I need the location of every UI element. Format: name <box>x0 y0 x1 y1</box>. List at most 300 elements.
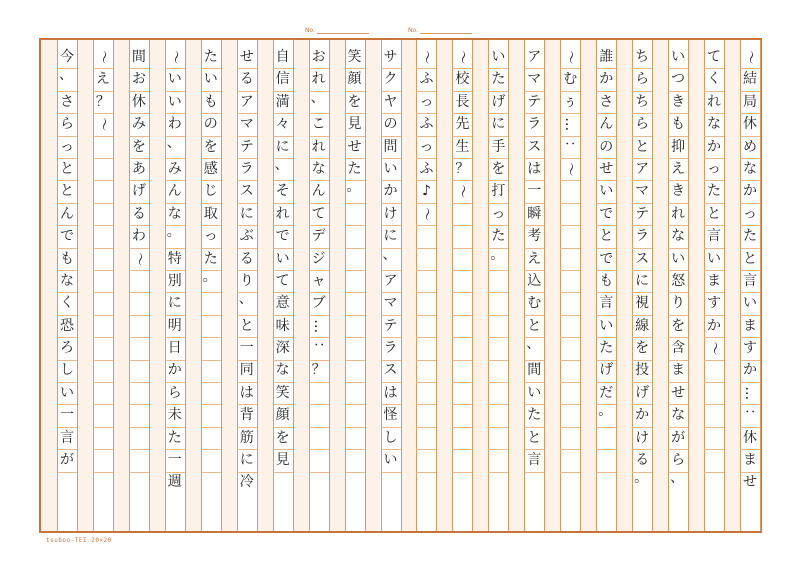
grid-cell-divider <box>416 248 436 249</box>
manuscript-char: ？ <box>311 362 326 379</box>
manuscript-column <box>560 46 580 180</box>
manuscript-char: 冷 <box>239 474 254 491</box>
manuscript-char: と <box>59 160 74 177</box>
column-gutter <box>41 40 57 531</box>
manuscript-char: ん <box>599 116 614 133</box>
grid-vertical-line <box>724 40 725 531</box>
grid-cell-divider <box>488 404 508 405</box>
manuscript-char: 別 <box>167 272 182 289</box>
column-gutter <box>365 40 381 531</box>
manuscript-char: 、 <box>382 246 397 263</box>
grid-cell-divider <box>93 472 113 473</box>
manuscript-char: 深 <box>275 340 290 357</box>
manuscript-column <box>273 46 293 471</box>
grid-cell-divider <box>416 225 436 226</box>
manuscript-char: り <box>239 272 254 289</box>
grid-vertical-line <box>149 40 150 531</box>
manuscript-char: 、 <box>58 67 73 84</box>
grid-vertical-line <box>436 40 437 531</box>
manuscript-char: せ <box>347 138 362 155</box>
manuscript-char: 言 <box>599 295 614 312</box>
manuscript-char: い <box>383 160 398 177</box>
manuscript-char: っ <box>491 205 506 222</box>
number-field-1 <box>305 27 369 34</box>
manuscript-char: を <box>635 340 650 357</box>
grid-cell-divider <box>452 360 472 361</box>
manuscript-char: る <box>131 205 146 222</box>
manuscript-char: ら <box>671 452 686 469</box>
manuscript-char: 一 <box>527 183 542 200</box>
manuscript-char: っ <box>707 160 722 177</box>
manuscript-char: 線 <box>635 317 650 334</box>
grid-vertical-line <box>401 40 402 531</box>
manuscript-char: ス <box>239 183 254 200</box>
manuscript-char: が <box>671 429 686 446</box>
column-gutter <box>508 40 524 531</box>
manuscript-column <box>237 46 257 494</box>
manuscript-char: 〜 <box>418 206 435 221</box>
manuscript-char: い <box>275 250 290 267</box>
manuscript-char: す <box>707 295 722 312</box>
manuscript-char: ： <box>310 341 327 356</box>
grid-vertical-line <box>77 40 78 531</box>
manuscript-char: の <box>203 116 218 133</box>
grid-cell-divider <box>93 337 113 338</box>
manuscript-char: く <box>707 71 722 88</box>
grid-cell-divider <box>704 382 724 383</box>
number-label: No. <box>305 27 315 34</box>
grid-cell-divider <box>201 337 221 338</box>
column-gutter <box>652 40 668 531</box>
manuscript-char: ブ <box>311 295 326 312</box>
grid-vertical-line <box>688 40 689 531</box>
grid-cell-divider <box>129 360 149 361</box>
manuscript-char: た <box>203 250 218 267</box>
grid-cell-divider <box>129 382 149 383</box>
grid-vertical-line <box>544 40 545 531</box>
grid-cell-divider <box>452 270 472 271</box>
manuscript-char: と <box>239 317 254 334</box>
manuscript-char: を <box>347 93 362 110</box>
grid-cell-divider <box>129 427 149 428</box>
grid-cell-divider <box>201 382 221 383</box>
manuscript-char: い <box>491 49 506 65</box>
grid-cell-divider <box>560 404 580 405</box>
grid-cell-divider <box>488 315 508 316</box>
manuscript-char: 〜 <box>418 50 435 65</box>
manuscript-char: 。 <box>346 179 361 196</box>
manuscript-char: で <box>599 205 614 222</box>
grid-cell-divider <box>452 337 472 338</box>
grid-cell-divider <box>560 203 580 204</box>
manuscript-char: る <box>635 452 650 469</box>
manuscript-char: を <box>671 317 686 334</box>
manuscript-char: 生 <box>455 138 470 155</box>
grid-cell-divider <box>345 427 365 428</box>
grid-cell-divider <box>93 180 113 181</box>
grid-cell-divider <box>560 225 580 226</box>
manuscript-char: か <box>743 183 757 200</box>
manuscript-char: … <box>310 318 327 333</box>
manuscript-char: さ <box>59 93 74 110</box>
manuscript-char: 顔 <box>347 71 362 88</box>
manuscript-char: た <box>599 340 614 357</box>
manuscript-char: 誰 <box>599 49 614 65</box>
manuscript-char: て <box>311 205 326 222</box>
manuscript-char: 間 <box>527 362 542 379</box>
manuscript-char: 信 <box>275 71 290 88</box>
manuscript-char: … <box>742 386 759 401</box>
manuscript-char: 、 <box>310 89 325 106</box>
grid-cell-divider <box>452 427 472 428</box>
grid-cell-divider <box>416 427 436 428</box>
manuscript-char: と <box>527 317 542 334</box>
manuscript-char: に <box>383 228 398 245</box>
manuscript-char: ら <box>167 384 182 401</box>
manuscript-char: と <box>743 250 757 267</box>
grid-cell-divider <box>129 315 149 316</box>
manuscript-char: ス <box>527 138 542 155</box>
manuscript-char: 〜 <box>95 117 112 132</box>
manuscript-char: 見 <box>347 116 362 133</box>
manuscript-char: げ <box>491 93 506 110</box>
manuscript-char: も <box>59 250 74 267</box>
manuscript-char: わ <box>131 228 146 245</box>
manuscript-char: げ <box>599 362 614 379</box>
manuscript-char: か <box>167 362 182 379</box>
manuscript-char: か <box>743 362 757 379</box>
manuscript-char: か <box>707 138 722 155</box>
manuscript-char: マ <box>383 295 398 312</box>
grid-cell-divider <box>560 292 580 293</box>
grid-cell-divider <box>560 472 580 473</box>
grid-cell-divider <box>345 225 365 226</box>
manuscript-char: え <box>527 250 542 267</box>
manuscript-char: と <box>635 138 650 155</box>
grid-vertical-line <box>616 40 617 531</box>
manuscript-char: に <box>239 205 254 222</box>
manuscript-char: 、 <box>670 470 685 487</box>
grid-cell-divider <box>201 449 221 450</box>
grid-cell-divider <box>93 248 113 249</box>
manuscript-char: な <box>671 228 686 245</box>
grid-cell-divider <box>309 427 329 428</box>
manuscript-column <box>165 46 185 494</box>
manuscript-char: い <box>707 250 722 267</box>
manuscript-char: に <box>275 138 290 155</box>
grid-cell-divider <box>345 315 365 316</box>
manuscript-char: で <box>599 250 614 267</box>
manuscript-char: で <box>59 228 74 245</box>
manuscript-char: た <box>527 407 542 424</box>
manuscript-char: な <box>707 116 722 133</box>
manuscript-char: な <box>743 160 757 177</box>
column-gutter <box>257 40 273 531</box>
manuscript-char: サ <box>383 49 398 65</box>
grid-vertical-line <box>508 40 509 531</box>
manuscript-char: た <box>743 228 757 245</box>
grid-cell-divider <box>93 292 113 293</box>
manuscript-char: 〜 <box>706 341 723 356</box>
manuscript-char: ぶ <box>239 228 254 245</box>
manuscript-char: 、 <box>526 336 541 353</box>
manuscript-column <box>309 46 329 382</box>
manuscript-char: 〜 <box>742 50 759 65</box>
manuscript-char: 〜 <box>562 50 579 65</box>
column-gutter <box>616 40 632 531</box>
manuscript-char: デ <box>311 228 326 245</box>
manuscript-char: ラ <box>635 228 650 245</box>
grid-cell-divider <box>93 315 113 316</box>
grid-cell-divider <box>201 315 221 316</box>
grid-cell-divider <box>704 449 724 450</box>
manuscript-column <box>488 46 508 270</box>
manuscript-char: ふ <box>419 71 434 88</box>
manuscript-char: ふ <box>419 116 434 133</box>
manuscript-char: て <box>707 49 722 65</box>
manuscript-char: い <box>59 384 74 401</box>
manuscript-char: 〜 <box>131 251 148 266</box>
manuscript-column <box>524 46 544 471</box>
manuscript-char: た <box>203 49 218 65</box>
manuscript-char: ら <box>635 116 650 133</box>
manuscript-char: ら <box>59 116 74 133</box>
manuscript-char: ア <box>239 93 254 110</box>
manuscript-char: た <box>167 429 182 446</box>
grid-cell-divider <box>560 180 580 181</box>
manuscript-char: も <box>203 93 218 110</box>
grid-cell-divider <box>452 382 472 383</box>
manuscript-char: は <box>239 384 254 401</box>
manuscript-char: げ <box>131 183 146 200</box>
manuscript-char: 、 <box>166 134 181 151</box>
grid-cell-divider <box>560 248 580 249</box>
grid-cell-divider <box>704 404 724 405</box>
manuscript-char: ジ <box>311 250 326 267</box>
grid-cell-divider <box>488 449 508 450</box>
manuscript-char: 意 <box>275 295 290 312</box>
manuscript-char: と <box>59 183 74 200</box>
grid-cell-divider <box>452 292 472 293</box>
manuscript-char: 〜 <box>454 184 471 199</box>
manuscript-column <box>740 46 760 494</box>
manuscript-char: 今 <box>59 49 74 65</box>
manuscript-char: 含 <box>671 340 686 357</box>
column-gutter <box>293 40 309 531</box>
manuscript-char: 。 <box>202 268 217 285</box>
manuscript-char: ャ <box>311 272 326 289</box>
manuscript-char: も <box>671 116 686 133</box>
manuscript-char: テ <box>383 317 398 334</box>
column-gutter <box>77 40 93 531</box>
grid-cell-divider <box>201 472 221 473</box>
manuscript-char: り <box>671 295 686 312</box>
manuscript-char: 自 <box>275 49 290 65</box>
column-gutter <box>472 40 488 531</box>
manuscript-char: っ <box>203 228 218 245</box>
column-gutter <box>113 40 129 531</box>
grid-cell-divider <box>416 315 436 316</box>
manuscript-char: る <box>239 250 254 267</box>
grid-cell-divider <box>345 449 365 450</box>
manuscript-char: 特 <box>167 250 182 267</box>
manuscript-char: い <box>599 183 614 200</box>
manuscript-char: む <box>527 295 542 312</box>
manuscript-char: れ <box>275 205 290 222</box>
manuscript-char: 。 <box>598 403 613 420</box>
manuscript-column <box>596 46 616 427</box>
grid-cell-divider <box>560 427 580 428</box>
manuscript-char: が <box>59 452 74 469</box>
grid-cell-divider <box>129 449 149 450</box>
grid-cell-divider <box>452 472 472 473</box>
manuscript-char: 、 <box>274 156 289 173</box>
grid-cell-divider <box>345 382 365 383</box>
manuscript-char: せ <box>239 49 254 65</box>
manuscript-char: か <box>707 317 722 334</box>
manuscript-char: は <box>383 384 398 401</box>
manuscript-char: を <box>131 138 146 155</box>
grid-cell-divider <box>560 270 580 271</box>
grid-cell-divider <box>201 360 221 361</box>
manuscript-char: ラ <box>383 340 398 357</box>
grid-cell-divider <box>452 404 472 405</box>
manuscript-char: ん <box>59 205 74 222</box>
manuscript-char: 打 <box>491 183 506 200</box>
manuscript-char: 問 <box>383 138 398 155</box>
manuscript-char: 々 <box>275 116 290 133</box>
grid-cell-divider <box>309 404 329 405</box>
grid-cell-divider <box>345 404 365 405</box>
manuscript-char: を <box>491 160 506 177</box>
manuscript-char: め <box>743 138 757 155</box>
manuscript-char: に <box>491 116 506 133</box>
manuscript-char: 取 <box>203 205 218 222</box>
manuscript-char: 筋 <box>239 429 254 446</box>
manuscript-char: 抑 <box>671 138 686 155</box>
manuscript-char: お <box>311 49 326 65</box>
manuscript-char: ん <box>167 183 182 200</box>
manuscript-char: 視 <box>635 295 650 312</box>
manuscript-char: て <box>275 272 290 289</box>
manuscript-column <box>416 46 436 225</box>
grid-cell-divider <box>129 292 149 293</box>
number-underline <box>317 27 369 34</box>
manuscript-char: っ <box>59 138 74 155</box>
grid-cell-divider <box>93 158 113 159</box>
manuscript-char: お <box>131 71 146 88</box>
grid-cell-divider <box>416 472 436 473</box>
column-gutter <box>185 40 201 531</box>
manuscript-char: 未 <box>167 407 182 424</box>
manuscript-char: な <box>275 362 290 379</box>
grid-cell-divider <box>704 427 724 428</box>
grid-cell-divider <box>560 360 580 361</box>
manuscript-char: 怪 <box>383 407 398 424</box>
manuscript-char: に <box>239 452 254 469</box>
manuscript-char: 結 <box>743 71 757 88</box>
grid-cell-divider <box>93 203 113 204</box>
manuscript-char: 〜 <box>95 50 112 65</box>
manuscript-char: く <box>59 295 74 312</box>
manuscript-char: 先 <box>455 116 470 133</box>
manuscript-char: あ <box>131 160 146 177</box>
grid-cell-divider <box>488 337 508 338</box>
manuscript-char: れ <box>311 138 326 155</box>
grid-cell-divider <box>452 315 472 316</box>
manuscript-char: ま <box>671 362 686 379</box>
grid-cell-divider <box>452 248 472 249</box>
grid-cell-divider <box>452 225 472 226</box>
manuscript-char: 長 <box>455 93 470 110</box>
grid-vertical-line <box>652 40 653 531</box>
grid-vertical-line <box>221 40 222 531</box>
manuscript-char: い <box>599 317 614 334</box>
manuscript-char: に <box>635 272 650 289</box>
grid-cell-divider <box>452 203 472 204</box>
grid-cell-divider <box>524 472 544 473</box>
grid-cell-divider <box>129 404 149 405</box>
grid-cell-divider <box>93 382 113 383</box>
grid-cell-divider <box>416 292 436 293</box>
manuscript-char: と <box>599 228 614 245</box>
grid-cell-divider <box>381 472 401 473</box>
grid-cell-divider <box>416 449 436 450</box>
grid-cell-divider <box>560 449 580 450</box>
manuscript-char: テ <box>239 138 254 155</box>
manuscript-char: み <box>167 160 182 177</box>
manuscript-char: つ <box>671 71 686 88</box>
grid-cell-divider <box>273 472 293 473</box>
manuscript-char: わ <box>167 116 182 133</box>
grid-cell-divider <box>488 292 508 293</box>
grid-cell-divider <box>93 427 113 428</box>
grid-cell-divider <box>488 382 508 383</box>
manuscript-char: マ <box>635 183 650 200</box>
manuscript-char: 間 <box>131 49 146 65</box>
grid-cell-divider <box>93 136 113 137</box>
manuscript-char: さ <box>599 93 614 110</box>
grid-cell-divider <box>488 472 508 473</box>
manuscript-char: 休 <box>131 93 146 110</box>
manuscript-char: は <box>527 160 542 177</box>
manuscript-char: じ <box>203 183 218 200</box>
grid-cell-divider <box>93 225 113 226</box>
manuscript-char: を <box>203 138 218 155</box>
manuscript-char: 言 <box>59 429 74 446</box>
manuscript-char: 顔 <box>275 407 290 424</box>
manuscript-char: っ <box>743 205 757 222</box>
manuscript-char: 笑 <box>275 384 290 401</box>
manuscript-char: え <box>95 71 110 88</box>
manuscript-char: も <box>599 272 614 289</box>
manuscript-char: い <box>167 71 182 88</box>
manuscript-char: な <box>311 160 326 177</box>
manuscript-column <box>129 46 149 270</box>
grid-cell-divider <box>93 360 113 361</box>
manuscript-char: の <box>599 138 614 155</box>
manuscript-char: け <box>635 429 650 446</box>
manuscript-char: ラ <box>527 116 542 133</box>
manuscript-char: 見 <box>275 452 290 469</box>
manuscript-char: れ <box>311 71 326 88</box>
manuscript-char: 言 <box>743 272 757 289</box>
manuscript-char: み <box>131 116 146 133</box>
grid-cell-divider <box>416 404 436 405</box>
manuscript-char: い <box>383 452 398 469</box>
number-label: No. <box>408 27 418 34</box>
manuscript-char: げ <box>635 384 650 401</box>
